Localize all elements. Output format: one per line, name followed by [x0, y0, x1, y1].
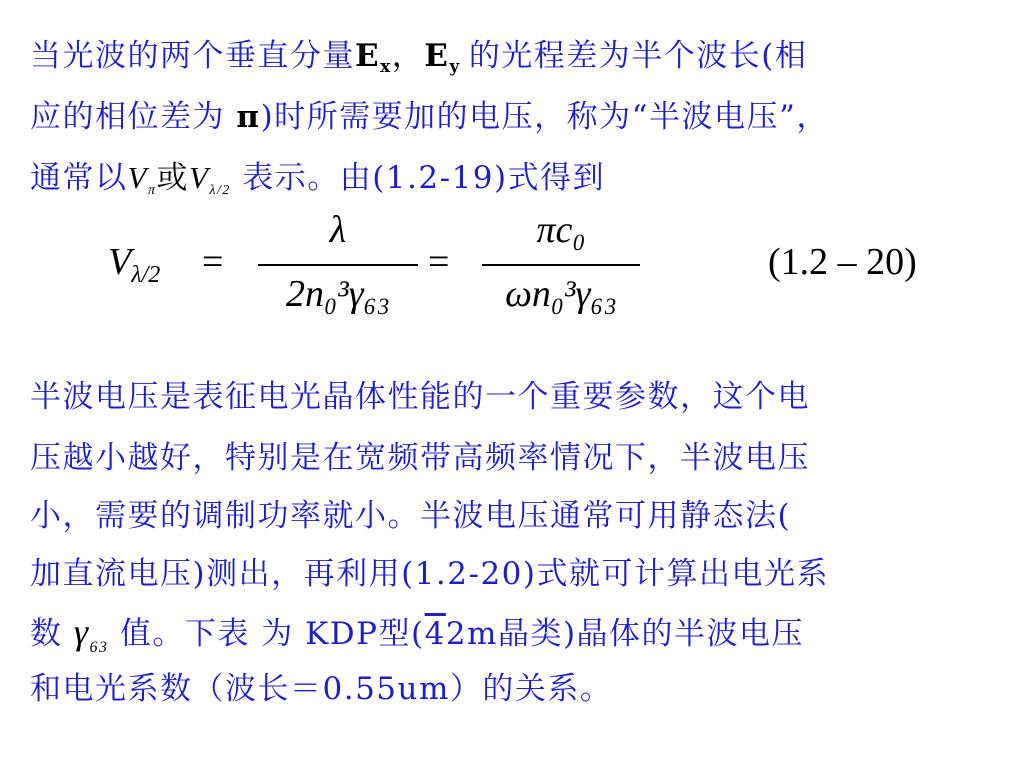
numerator-2: πc₀ [536, 209, 586, 251]
ex-symbol: $E_x$ [355, 38, 392, 77]
para2-line6: 和电光系数（波长＝0.55um）的关系。 [30, 671, 613, 707]
equals-sign-1: = [202, 241, 224, 283]
or-text: 或 [156, 160, 189, 196]
text: 表示。由(1.2-19)式得到 [242, 160, 606, 196]
v-pi-symbol: Vπ [127, 160, 157, 198]
denominator-1: 2n₀³γ₆₃ [286, 273, 390, 315]
para1-line3 [30, 158, 605, 211]
text: 的光程差为半个波长(相 [468, 38, 808, 74]
para2-line2: 压越小越好，特别是在宽频带高频率情况下，半波电压 [30, 440, 810, 476]
numerator-1: λ [329, 209, 347, 251]
pi-symbol: π [236, 99, 261, 135]
fraction-bar-1 [258, 264, 418, 266]
denominator-2: ωn₀³γ₆₃ [505, 273, 617, 315]
separator: ， [391, 38, 425, 74]
para2-line4: 加直流电压)测出，再利用(1.2-20)式就可计算出电光系 [30, 556, 830, 592]
text: 数 [30, 616, 63, 652]
equals-sign-2: = [428, 241, 450, 283]
text: 2m晶类)晶体的半波电压 [445, 616, 805, 652]
bar-four: 4 [424, 616, 446, 652]
fraction-bar-2 [482, 264, 640, 266]
text: 当光波的两个垂直分量 [30, 38, 355, 74]
para2-line5 [30, 612, 804, 668]
v-half-lambda-symbol: Vλ/2 [188, 160, 231, 198]
ey-symbol: $E_y$ [424, 38, 461, 77]
equation-label: (1.2 – 20) [768, 241, 917, 283]
gamma63-symbol: $\gamma_{63}$ [73, 612, 109, 656]
para2-line3: 小，需要的调制功率就小。半波电压通常可用静态法( [30, 498, 792, 534]
text: 应的相位差为 [30, 99, 225, 135]
text: 通常以 [30, 160, 128, 196]
text: 值。下表 为 KDP型( [119, 616, 425, 652]
para1-line1 [30, 36, 807, 87]
equation-lhs: $V_{\lambda/2}$ [108, 241, 161, 288]
para1-line2 [30, 97, 829, 137]
text: )时所需要加的电压，称为“半波电压”， [260, 99, 829, 135]
para2-line1: 半波电压是表征电光晶体性能的一个重要参数，这个电 [30, 379, 810, 415]
